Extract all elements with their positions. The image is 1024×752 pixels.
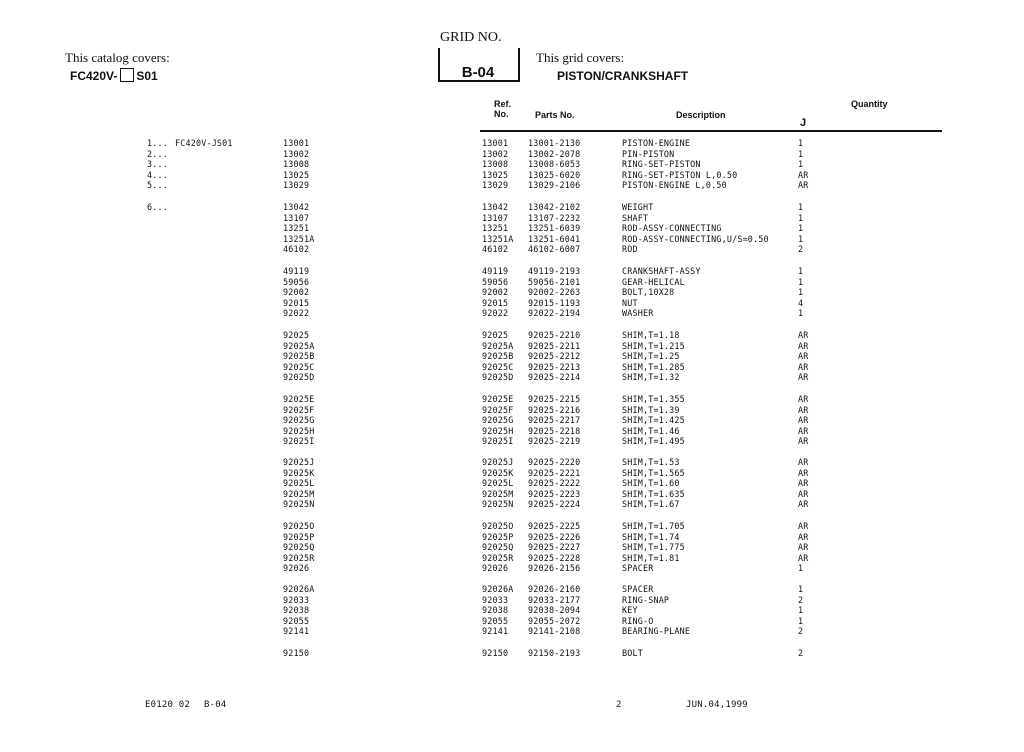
quantity-cell: AR [798,521,809,531]
ref-no-cell: 59056 [482,276,509,287]
quantity-cell: 1 [798,159,804,170]
ref-no-cell: 92002 [482,287,509,298]
quantity-cell: AR [798,499,809,510]
left-ref-cell: 59056 [283,276,310,287]
parts-no-cell: 92025-2218 [528,425,581,436]
ref-no-cell: 92025G [482,415,514,426]
left-ref-cell: 92025E [283,394,315,404]
quantity-cell: 1 [798,563,804,574]
left-ref-cell: 92025G [283,415,315,426]
parts-no-cell: 92022-2194 [528,308,581,319]
description-cell: SHIM,T=1.355 [622,394,685,404]
ref-no-cell: 92025R [482,552,514,563]
ref-no-cell: 92025H [482,425,514,436]
ref-no-cell: 92025M [482,488,514,499]
quantity-cell: AR [798,478,809,489]
quantity-cell: AR [798,394,809,404]
quantity-cell: 2 [798,594,804,605]
description-cell: ROD [622,244,638,255]
left-ref-cell: 13251A [283,233,315,244]
left-ref-cell: 92025I [283,436,315,447]
ref-no-cell: 13025 [482,169,509,180]
description-cell: SHIM,T=1.775 [622,542,685,553]
description-cell: BOLT [622,648,643,658]
left-ref-cell: 92025A [283,340,315,351]
description-cell: SHIM,T=1.705 [622,521,685,531]
left-ref-cell: 92141 [283,626,310,637]
parts-no-cell: 92026-2156 [528,563,581,574]
description-cell: NUT [622,297,638,308]
quantity-cell: AR [798,467,809,478]
left-ref-cell: 92025 [283,330,310,340]
parts-no-cell: 13002-2078 [528,148,581,159]
description-cell: GEAR-HELICAL [622,276,685,287]
description-cell: SPACER [622,563,654,574]
model-checkbox [120,68,134,82]
quantity-cell: 1 [798,605,804,616]
description-cell: SHIM,T=1.60 [622,478,680,489]
quantity-cell: 1 [798,266,804,276]
left-ref-cell: 13002 [283,148,310,159]
description-cell: PISTON-ENGINE L,0.50 [622,180,727,191]
description-cell: SHIM,T=1.635 [622,488,685,499]
description-cell: SHIM,T=1.495 [622,436,685,447]
ref-no-cell: 92025Q [482,542,514,553]
quantity-cell: AR [798,351,809,362]
quantity-cell: 1 [798,287,804,298]
quantity-cell: AR [798,361,809,372]
quantity-cell: 1 [798,138,804,148]
parts-no-cell: 13251-6039 [528,223,581,234]
description-cell: WASHER [622,308,654,319]
col-quantity-sub: J [800,117,807,129]
quantity-cell: 1 [798,615,804,626]
col-ref-no-line1: Ref. [494,99,512,109]
ref-no-cell: 92038 [482,605,509,616]
ref-no-cell: 13251A [482,233,514,244]
header-rule [480,130,942,132]
ref-no-cell: 92025B [482,351,514,362]
ref-no-cell: 92025J [482,457,514,467]
left-ref-cell: 92033 [283,594,310,605]
quantity-cell: 1 [798,202,804,212]
left-ref-cell: 92002 [283,287,310,298]
quantity-cell: AR [798,425,809,436]
col-quantity: Quantity [851,99,888,109]
ref-no-cell: 92055 [482,615,509,626]
description-cell: ROD-ASSY-CONNECTING,U/S=0.50 [622,233,769,244]
col-parts-no: Parts No. [535,110,575,120]
ref-no-cell: 92025N [482,499,514,510]
parts-no-cell: 92025-2211 [528,340,581,351]
description-cell: PIN-PISTON [622,148,675,159]
ref-no-cell: 92025D [482,372,514,383]
left-ref-cell: 92015 [283,297,310,308]
ref-no-cell: 92025E [482,394,514,404]
quantity-cell: 1 [798,212,804,223]
parts-no-cell: 49119-2193 [528,266,581,276]
grid-covers-label: This grid covers: [536,50,625,65]
col-ref-no-line2: No. [494,109,509,119]
quantity-cell: AR [798,180,809,191]
left-ref-cell: 13042 [283,202,310,212]
parts-no-cell: 92025-2212 [528,351,581,362]
description-cell: SHIM,T=1.46 [622,425,680,436]
quantity-cell: AR [798,488,809,499]
description-cell: SPACER [622,584,654,594]
catalog-model-prefix: FC420V- [70,69,118,83]
model-index: 1... [147,138,168,148]
footer-grid: B-04 [203,700,227,710]
description-cell: WEIGHT [622,202,654,212]
parts-no-cell: 13251-6041 [528,233,581,244]
ref-no-cell: 13251 [482,223,509,234]
left-ref-cell: 92025N [283,499,315,510]
parts-no-cell: 13029-2106 [528,180,581,191]
grid-covers-value: PISTON/CRANKSHAFT [557,69,689,83]
parts-no-cell: 92150-2193 [528,648,581,658]
left-ref-cell: 92026A [283,584,315,594]
description-cell: SHIM,T=1.565 [622,467,685,478]
description-cell: ROD-ASSY-CONNECTING [622,223,722,234]
ref-no-cell: 92015 [482,297,509,308]
description-cell: RING-SET-PISTON [622,159,701,170]
parts-no-cell: 92025-2214 [528,372,581,383]
quantity-cell: AR [798,404,809,415]
description-cell: SHIM,T=1.67 [622,499,680,510]
ref-no-cell: 13008 [482,159,509,170]
left-ref-cell: 92025O [283,521,315,531]
parts-no-cell: 92025-2216 [528,404,581,415]
ref-no-cell: 92150 [482,648,509,658]
quantity-cell: 2 [798,626,804,637]
parts-no-cell: 13107-2232 [528,212,581,223]
parts-no-cell: 59056-2101 [528,276,581,287]
parts-no-cell: 92025-2210 [528,330,581,340]
left-ref-cell: 49119 [283,266,310,276]
description-cell: SHIM,T=1.18 [622,330,680,340]
parts-no-cell: 92141-2108 [528,626,581,637]
description-cell: SHIM,T=1.74 [622,531,680,542]
ref-no-cell: 92025A [482,340,514,351]
quantity-cell: 2 [798,244,804,255]
description-cell: PISTON-ENGINE [622,138,691,148]
quantity-cell: AR [798,457,809,467]
parts-no-cell: 92025-2215 [528,394,581,404]
ref-no-cell: 92025 [482,330,509,340]
parts-no-cell: 92025-2226 [528,531,581,542]
ref-no-cell: 13107 [482,212,509,223]
footer-page-number: 2 [616,700,622,710]
parts-no-cell: 13025-6020 [528,169,581,180]
left-ref-cell: 13107 [283,212,310,223]
ref-no-cell: 92025L [482,478,514,489]
parts-no-cell: 13008-6053 [528,159,581,170]
left-ref-cell: 13251 [283,223,310,234]
footer-date: JUN.04,1999 [686,700,748,710]
left-ref-cell: 92025P [283,531,315,542]
description-cell: BEARING-PLANE [622,626,691,637]
left-ref-cell: 46102 [283,244,310,255]
ref-no-cell: 92033 [482,594,509,605]
parts-no-cell: 92026-2160 [528,584,581,594]
left-ref-cell: 92025D [283,372,315,383]
quantity-cell: 1 [798,584,804,594]
parts-no-cell: 13042-2102 [528,202,581,212]
left-ref-cell: 13029 [283,180,310,191]
quantity-cell: 1 [798,148,804,159]
left-ref-cell: 92025C [283,361,315,372]
quantity-cell: AR [798,169,809,180]
left-ref-cell: 92026 [283,563,310,574]
parts-no-cell: 92025-2220 [528,457,581,467]
ref-no-cell: 13042 [482,202,509,212]
model-index: 3... [147,159,168,169]
description-cell: SHIM,T=1.215 [622,340,685,351]
grid-number: B-04 [461,64,495,81]
quantity-cell: AR [798,542,809,553]
model-index: 2... [147,149,168,159]
quantity-cell: 1 [798,223,804,234]
grid-no-label: GRID NO. [440,30,502,45]
left-ref-cell: 92025L [283,478,315,489]
left-ref-cell: 13025 [283,169,310,180]
catalog-model-suffix: S01 [136,69,158,83]
quantity-cell: AR [798,436,809,447]
parts-no-cell: 92025-2223 [528,488,581,499]
parts-no-cell: 92025-2217 [528,415,581,426]
catalog-covers-label: This catalog covers: [65,50,170,65]
description-cell: CRANKSHAFT-ASSY [622,266,701,276]
parts-no-cell: 92025-2219 [528,436,581,447]
parts-no-cell: 92025-2228 [528,552,581,563]
quantity-cell: 1 [798,308,804,319]
quantity-cell: AR [798,330,809,340]
left-ref-cell: 13008 [283,159,310,170]
ref-no-cell: 92025O [482,521,514,531]
left-ref-cell: 92025B [283,351,315,362]
left-ref-cell: 92025F [283,404,315,415]
quantity-cell: AR [798,372,809,383]
left-ref-cell: 92025H [283,425,315,436]
description-cell: RING-O [622,615,654,626]
left-ref-cell: 92022 [283,308,310,319]
left-ref-cell: 92055 [283,615,310,626]
parts-no-cell: 92002-2263 [528,287,581,298]
parts-no-cell: 92025-2213 [528,361,581,372]
quantity-cell: AR [798,415,809,426]
model-index: 5... [147,180,168,190]
parts-no-cell: 92038-2094 [528,605,581,616]
parts-no-cell: 46102-6007 [528,244,581,255]
left-ref-cell: 13001 [283,138,310,148]
footer-code [145,700,226,710]
ref-no-cell: 13002 [482,148,509,159]
model-code: FC420V-JS01 [175,138,233,148]
parts-no-cell: 92025-2221 [528,467,581,478]
left-ref-cell: 92150 [283,648,310,658]
description-cell: RING-SNAP [622,594,670,605]
description-cell: KEY [622,605,638,616]
ref-no-cell: 92025C [482,361,514,372]
catalog-model [70,68,158,83]
description-cell: SHIM,T=1.32 [622,372,680,383]
footer-catalog-code: E0120 02 [145,700,190,710]
ref-no-cell: 92026A [482,584,514,594]
quantity-cell: AR [798,340,809,351]
quantity-cell: 4 [798,297,804,308]
parts-no-cell: 92025-2225 [528,521,581,531]
ref-no-cell: 92025K [482,467,514,478]
description-cell: SHIM,T=1.285 [622,361,685,372]
description-cell: SHIM,T=1.53 [622,457,680,467]
col-description: Description [676,110,726,120]
description-cell: SHAFT [622,212,649,223]
ref-no-cell: 92141 [482,626,509,637]
ref-no-cell: 49119 [482,266,509,276]
ref-no-cell: 92025P [482,531,514,542]
description-cell: BOLT,10X28 [622,287,675,298]
left-ref-cell: 92025R [283,552,315,563]
parts-no-cell: 92015-1193 [528,297,581,308]
ref-no-cell: 92022 [482,308,509,319]
ref-no-cell: 92026 [482,563,509,574]
ref-no-cell: 13001 [482,138,509,148]
ref-no-cell: 92025I [482,436,514,447]
parts-no-cell: 92025-2224 [528,499,581,510]
quantity-cell: AR [798,552,809,563]
left-ref-cell: 92025K [283,467,315,478]
ref-no-cell: 13029 [482,180,509,191]
parts-no-cell: 92055-2072 [528,615,581,626]
description-cell: SHIM,T=1.25 [622,351,680,362]
description-cell: SHIM,T=1.425 [622,415,685,426]
quantity-cell: 2 [798,648,804,658]
parts-no-cell: 92025-2222 [528,478,581,489]
parts-no-cell: 92033-2177 [528,594,581,605]
quantity-cell: AR [798,531,809,542]
description-cell: SHIM,T=1.39 [622,404,680,415]
ref-no-cell: 46102 [482,244,509,255]
parts-no-cell: 13001-2130 [528,138,581,148]
quantity-cell: 1 [798,233,804,244]
description-cell: SHIM,T=1.81 [622,552,680,563]
left-ref-cell: 92025M [283,488,315,499]
parts-no-cell: 92025-2227 [528,542,581,553]
quantity-cell: 1 [798,276,804,287]
description-cell: RING-SET-PISTON L,0.50 [622,169,738,180]
left-ref-cell: 92025Q [283,542,315,553]
model-index: 4... [147,170,168,180]
left-ref-cell: 92038 [283,605,310,616]
model-index: 6... [147,202,168,212]
ref-no-cell: 92025F [482,404,514,415]
left-ref-cell: 92025J [283,457,315,467]
